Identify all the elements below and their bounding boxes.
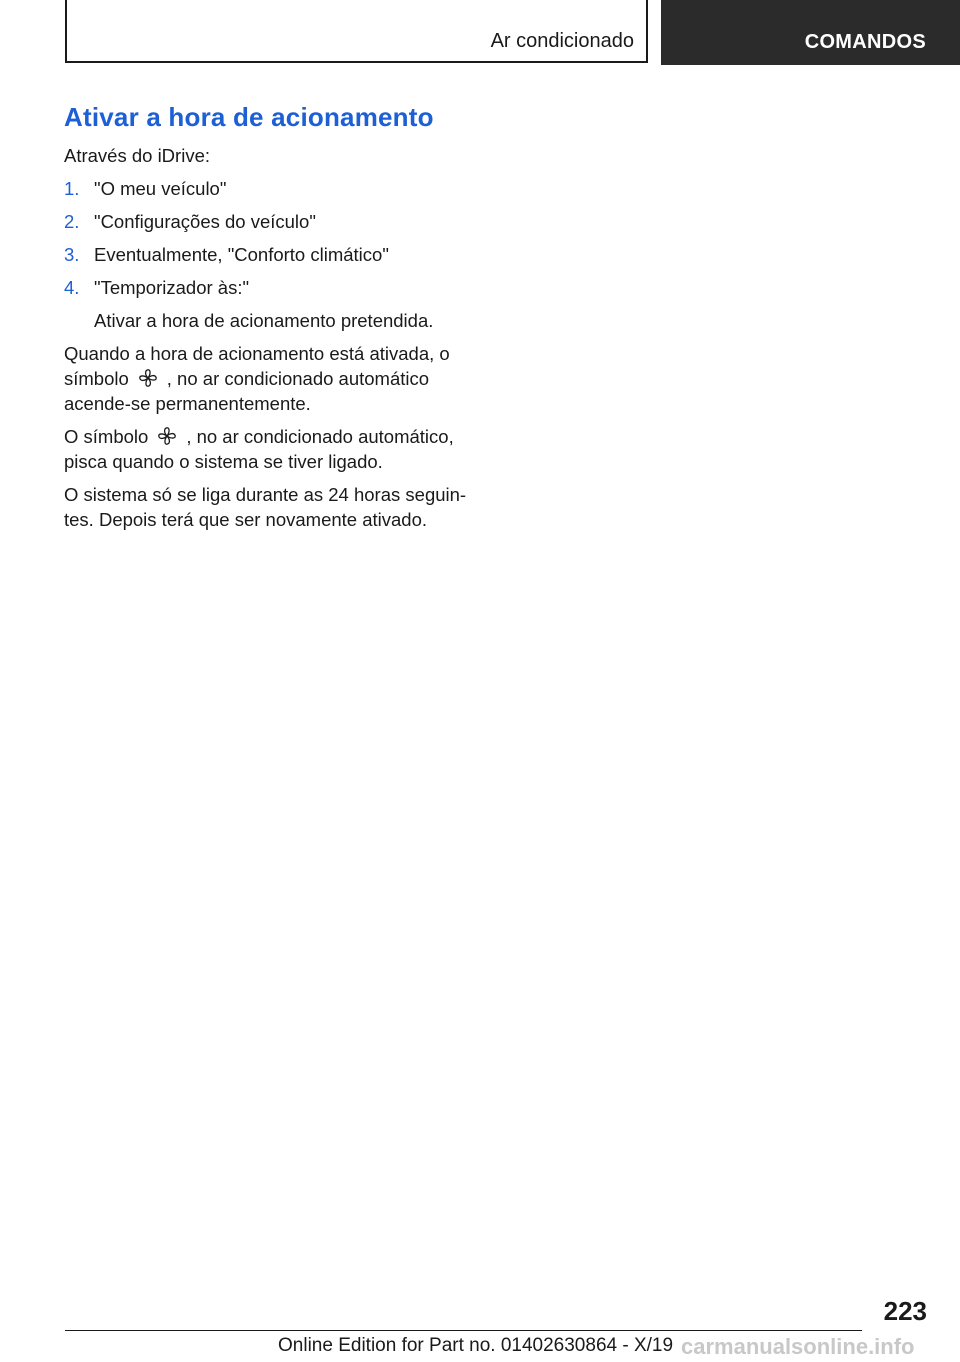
step-number: 3. [64, 244, 80, 265]
step-text: "Temporizador às:" [94, 277, 250, 298]
fan-icon [137, 367, 159, 389]
list-item [64, 176, 484, 201]
list-item [64, 242, 484, 267]
step-text: "O meu veículo" [94, 178, 227, 199]
chapter-title: COMANDOS [804, 31, 926, 53]
paragraph-24h: O sistema só se liga durante as 24 horas seguintes. Depois terá que ser novamente ativado. [64, 484, 467, 530]
para2-before: O símbolo [64, 426, 149, 447]
para1-after: , no ar condicionado automático acende-se permanentemente. [64, 368, 430, 414]
main-content [64, 102, 484, 540]
step-number: 4. [64, 277, 80, 298]
list-item [64, 275, 484, 300]
watermark: carmanualsonline.info [681, 1334, 915, 1359]
chapter-tab [661, 0, 960, 65]
step-number: 1. [64, 178, 80, 199]
step-text: "Configurações do veículo" [94, 211, 316, 232]
fan-icon [156, 425, 178, 447]
list-item [64, 209, 484, 234]
steps-list [64, 176, 484, 300]
paragraph-symbol-on [64, 341, 484, 416]
intro-text: Através do iDrive: [64, 145, 210, 166]
section-title: Ar condicionado [490, 30, 634, 52]
para1-before: Quando a hora de acionamento está ativada, o símbolo [64, 343, 450, 389]
step-text: Eventualmente, "Conforto climático" [94, 244, 389, 265]
paragraph-symbol-blink [64, 424, 484, 474]
step4-detail: Ativar a hora de acionamento pretendida. [94, 310, 434, 331]
footer-divider [65, 1330, 862, 1331]
step-number: 2. [64, 211, 80, 232]
para2-after: , no ar condicionado automático, pisca quando o sistema se tiver ligado. [64, 426, 454, 472]
page-number: 223 [883, 1296, 927, 1326]
page-heading: Ativar a hora de acionamento [64, 102, 434, 132]
header-section-box [65, 0, 648, 63]
footer-edition: Online Edition for Part no. 01402630864 - X/19 [278, 1335, 674, 1356]
